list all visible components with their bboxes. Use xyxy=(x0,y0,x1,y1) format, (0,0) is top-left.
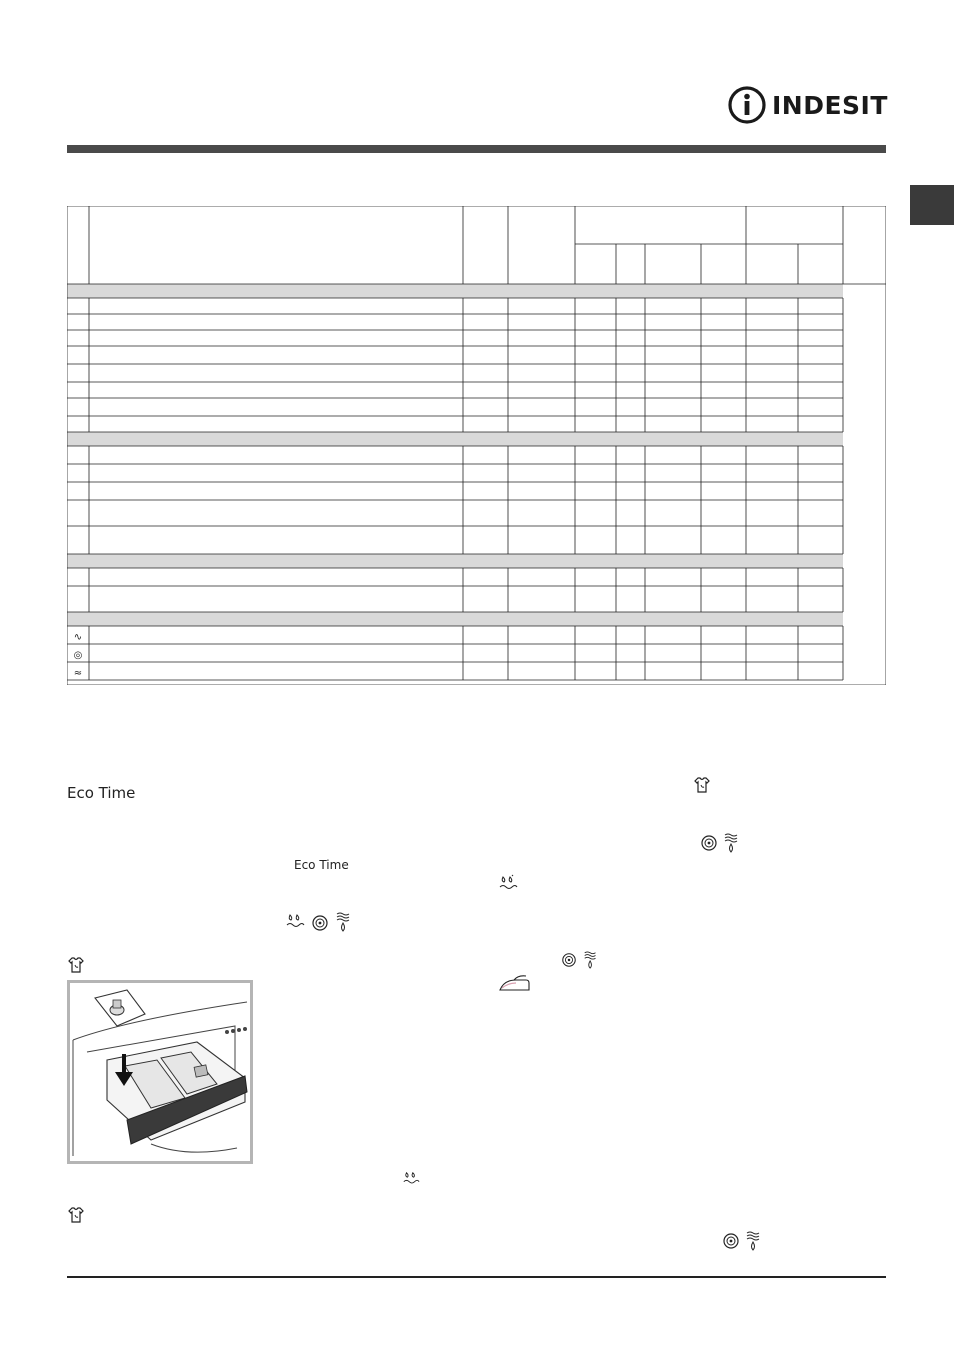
iron-icon xyxy=(498,974,534,994)
spin-icon xyxy=(311,914,331,934)
rinse-icon: ∿ xyxy=(73,632,83,643)
eco-time-logo-large xyxy=(67,784,135,802)
drain-icon xyxy=(744,1230,764,1250)
spin-icon xyxy=(561,952,581,972)
programme-table xyxy=(67,206,886,685)
brand-logo xyxy=(726,84,888,126)
drain-icon xyxy=(722,832,742,852)
shirt-icon xyxy=(693,776,713,796)
language-tab-marker xyxy=(910,185,954,225)
rinse-icon xyxy=(497,874,517,894)
detergent-drawer-illustration xyxy=(67,980,253,1164)
section-header-row xyxy=(67,612,843,626)
header-bar xyxy=(67,145,886,153)
rinse-icon xyxy=(401,1170,421,1190)
drain-icon xyxy=(582,950,602,970)
brand-name: INDESIT xyxy=(772,90,888,120)
eco-time-logo-small xyxy=(294,858,349,872)
drain-icon: ≈ xyxy=(73,668,83,679)
programme-table-grid xyxy=(67,206,886,685)
spin-icon xyxy=(722,1232,742,1252)
spin-icon xyxy=(700,834,720,854)
shirt-icon xyxy=(67,1206,87,1226)
section-header-row xyxy=(67,432,843,446)
section-header-row xyxy=(67,554,843,568)
drain-icon xyxy=(334,911,354,931)
rinse-icon xyxy=(284,912,304,932)
logo-i-icon xyxy=(726,84,768,126)
section-header-row xyxy=(67,284,843,298)
shirt-icon xyxy=(67,956,87,976)
eco-time-label: Eco Time xyxy=(294,858,349,872)
eco-time-label: Eco Time xyxy=(67,784,136,802)
spin-icon: ◎ xyxy=(73,650,83,661)
footer-rule xyxy=(67,1276,886,1278)
